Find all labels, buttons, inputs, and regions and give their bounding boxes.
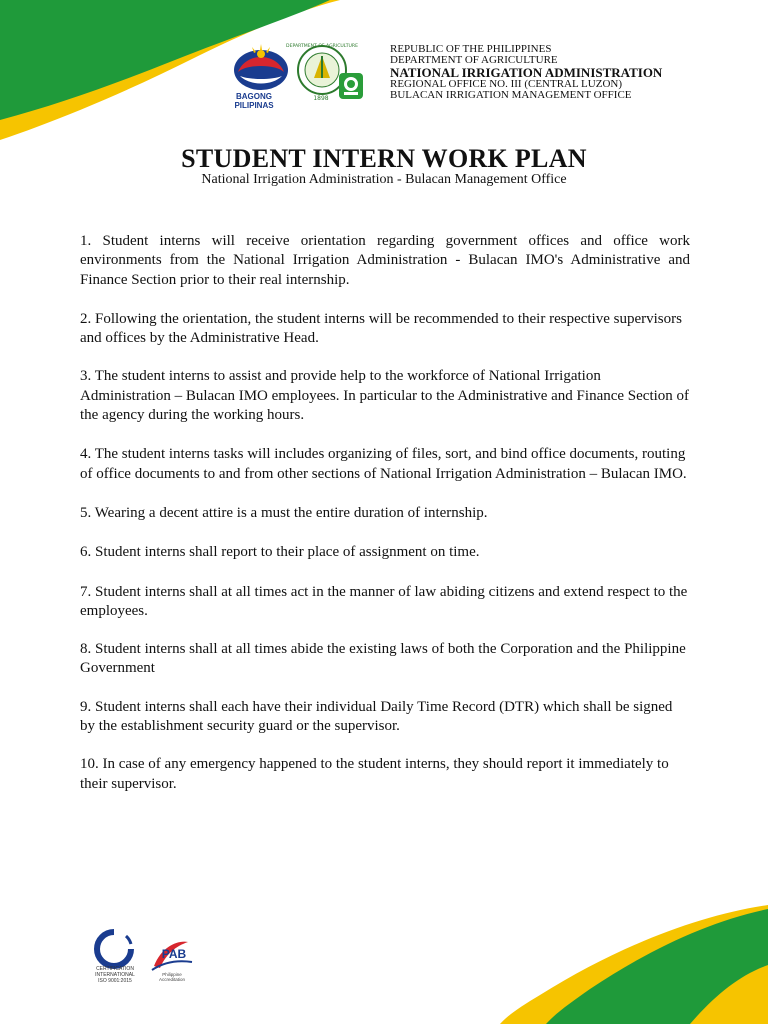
management-office-line: BULACAN IRRIGATION MANAGEMENT OFFICE bbox=[390, 89, 632, 101]
republic-line: REPUBLIC OF THE PHILIPPINES bbox=[390, 43, 552, 55]
agency-header bbox=[390, 44, 662, 101]
work-plan-item: 10. In case of any emergency happened to the student interns, they should report it immediately to their supervisor. bbox=[80, 756, 669, 792]
work-plan-item: 1. Student interns will receive orientation regarding government offices and office work environments from the National Irrigation Administration - Bulacan IMO's Administrative and Finance Section prior to their real internship. bbox=[80, 233, 690, 288]
nia-logo-icon bbox=[338, 72, 364, 100]
work-plan-list bbox=[80, 232, 690, 794]
pab-caption: Philippine Accreditation bbox=[158, 972, 185, 982]
document-title: STUDENT INTERN WORK PLAN bbox=[181, 144, 587, 173]
work-plan-item: 2. Following the orientation, the student interns will be recommended to their respective supervisors and offices by the Administrative Head. bbox=[80, 310, 682, 347]
svg-text:PAB: PAB bbox=[161, 947, 187, 961]
work-plan-item: 4. The student interns tasks will includes organizing of files, sort, and bind office documents, routing of office documents to and from other sections of National Irrigation Administration – Bulacan IMO. bbox=[80, 446, 687, 482]
svg-text:1898: 1898 bbox=[313, 95, 329, 102]
certification-caption: CERTIFICATION INTERNATIONAL ISO 9001:2015 bbox=[95, 966, 135, 984]
da-seal-year bbox=[306, 92, 336, 102]
pab-accreditation-logo-icon bbox=[148, 936, 194, 976]
work-plan-item: 5. Wearing a decent attire is a must the entire duration of internship. bbox=[80, 504, 488, 521]
work-plan-item: 6. Student interns shall report to their place of assignment on time. bbox=[80, 544, 480, 561]
svg-text:DEPARTMENT OF AGRICULTURE: DEPARTMENT OF AGRICULTURE bbox=[286, 44, 358, 49]
bottom-swoosh-decoration bbox=[500, 905, 768, 1024]
department-line: DEPARTMENT OF AGRICULTURE bbox=[390, 54, 558, 66]
work-plan-item: 7. Student interns shall at all times act in the manner of law abiding citizens and extend respect to the employees. bbox=[80, 583, 688, 619]
work-plan-item: 8. Student interns shall at all times abide the existing laws of both the Corporation and the Philippine Government bbox=[80, 641, 686, 677]
document-subtitle: National Irrigation Administration - Bulacan Management Office bbox=[201, 172, 567, 187]
regional-office-line: REGIONAL OFFICE NO. III (CENTRAL LUZON) bbox=[390, 78, 622, 90]
work-plan-item: 3. The student interns to assist and provide help to the workforce of National Irrigation Administration – Bulacan IMO employees. In particular to the Administrative and Finance Section of the agency during the working hours. bbox=[80, 368, 690, 424]
work-plan-item: 9. Student interns shall each have their individual Daily Time Record (DTR) which shall be signed by the establishment security guard or the supervisor. bbox=[80, 698, 673, 735]
bagong-pilipinas-text: BAGONG PILIPINAS bbox=[234, 92, 274, 110]
agency-name: NATIONAL IRRIGATION ADMINISTRATION bbox=[390, 65, 663, 80]
da-seal-caption bbox=[286, 38, 358, 50]
